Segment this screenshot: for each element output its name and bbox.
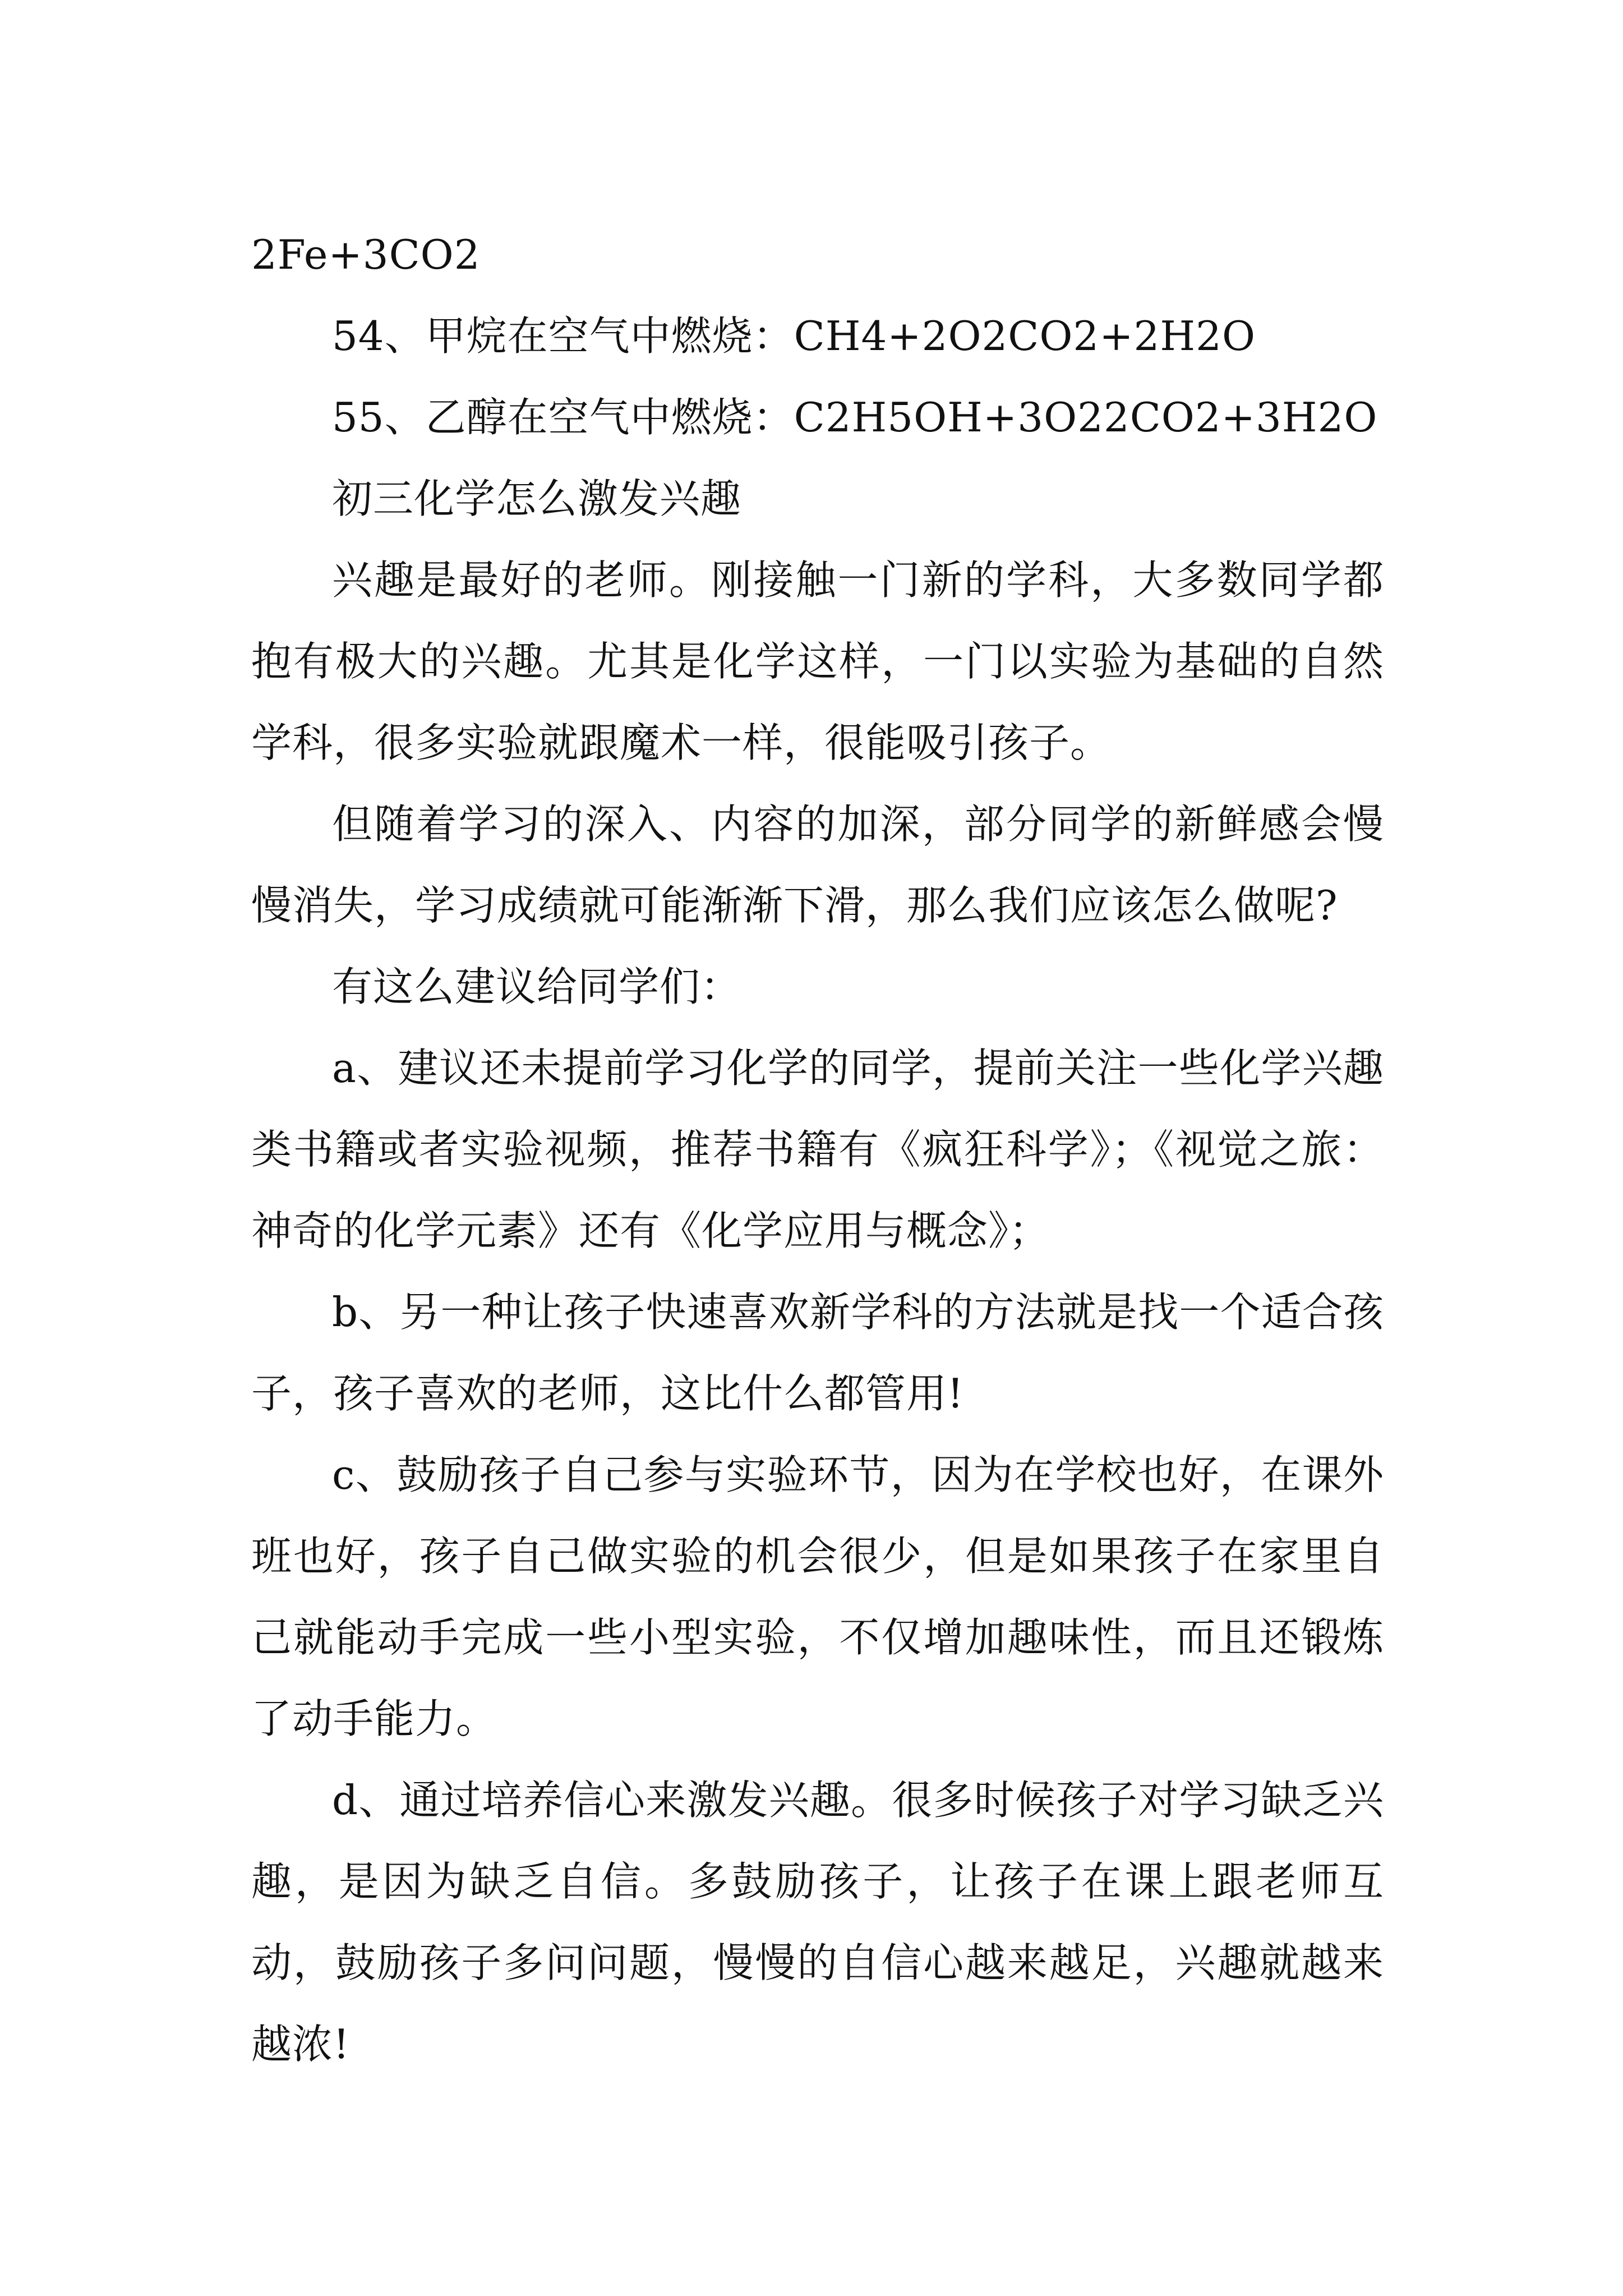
paragraph-suggestion-a: a、建议还未提前学习化学的同学，提前关注一些化学兴趣类书籍或者实验视频，推荐书籍有《疯狂科学》；《视觉之旅：神奇的化学元素》还有《化学应用与概念》； (251, 1045, 1384, 1254)
paragraph-equation-continuation: 2Fe+3CO2 (251, 231, 481, 278)
paragraph-suggestions-lead: 有这么建议给同学们： (332, 963, 742, 1010)
section-heading: 初三化学怎么激发兴趣 (332, 475, 742, 522)
paragraph-methane-combustion: 54、甲烷在空气中燃烧：CH4+2O2CO2+2H2O (332, 312, 1256, 360)
paragraph-ethanol-combustion: 55、乙醇在空气中燃烧：C2H5OH+3O22CO2+3H2O (332, 394, 1378, 441)
paragraph-interest-intro: 兴趣是最好的老师。刚接触一门新的学科，大多数同学都抱有极大的兴趣。尤其是化学这样，一门以实验为基础的自然学科，很多实验就跟魔术一样，很能吸引孩子。 (251, 556, 1384, 766)
paragraph-suggestion-b: b、另一种让孩子快速喜欢新学科的方法就是找一个适合孩子，孩子喜欢的老师，这比什么都管用! (251, 1289, 1384, 1417)
paragraph-interest-decline: 但随着学习的深入、内容的加深，部分同学的新鲜感会慢慢消失，学习成绩就可能渐渐下滑，那么我们应该怎么做呢? (251, 800, 1384, 929)
paragraph-suggestion-d: d、通过培养信心来激发兴趣。很多时候孩子对学习缺乏兴趣，是因为缺乏自信。多鼓励孩子，让孩子在课上跟老师互动，鼓励孩子多问问题，慢慢的自信心越来越足，兴趣就越来越浓! (251, 1777, 1384, 2068)
paragraph-suggestion-c: c、鼓励孩子自己参与实验环节，因为在学校也好，在课外班也好，孩子自己做实验的机会很少，但是如果孩子在家里自己就能动手完成一些小型实验，不仅增加趣味性，而且还锻炼了动手能力。 (251, 1451, 1384, 1742)
document-body (251, 214, 1384, 2085)
